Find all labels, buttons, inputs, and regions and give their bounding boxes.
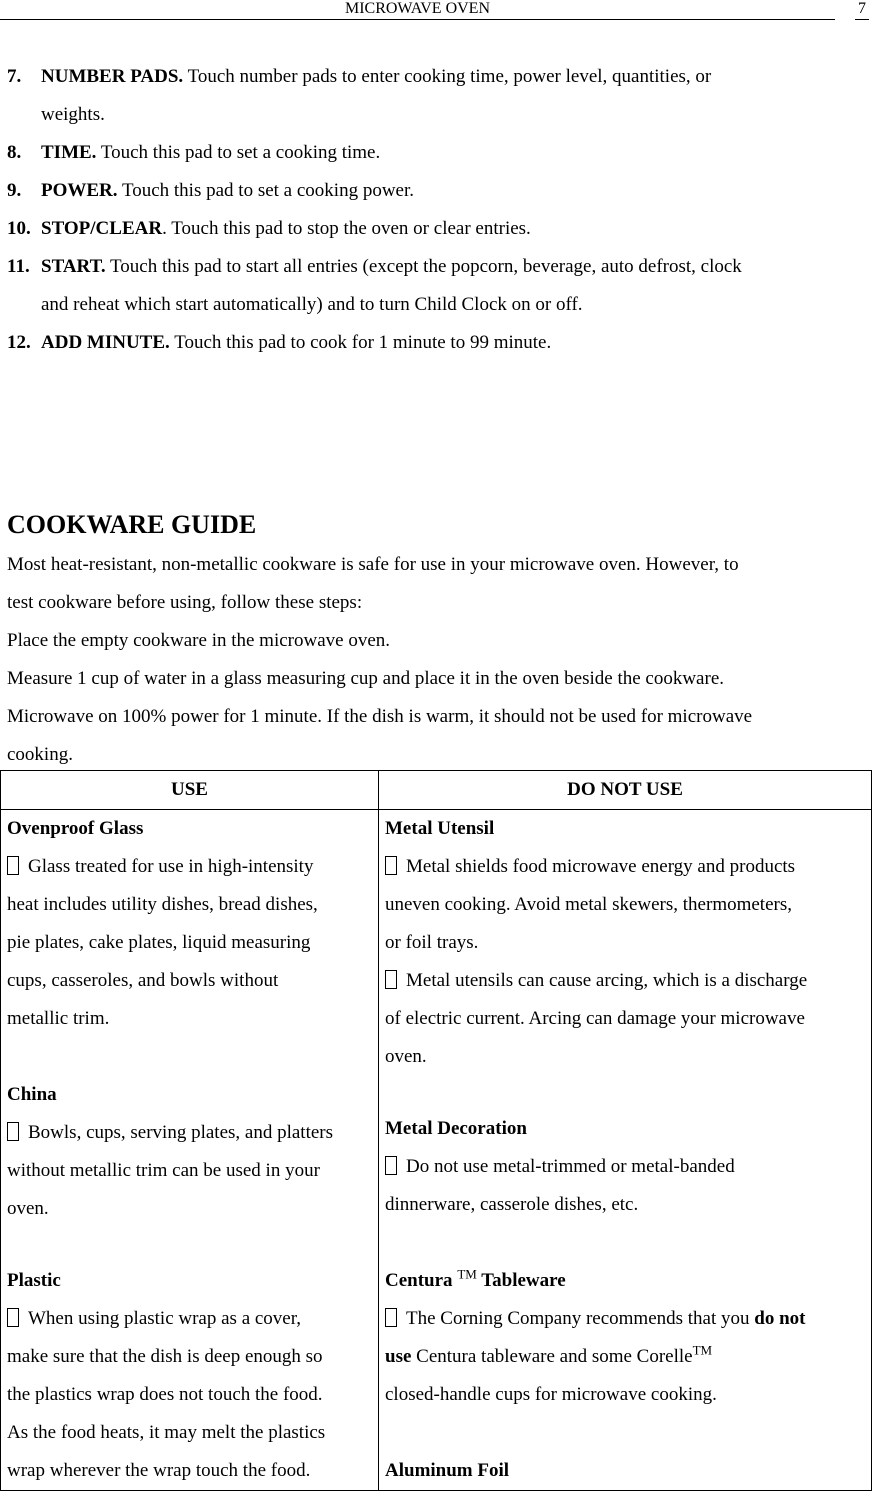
item-text xyxy=(41,96,105,134)
item-text xyxy=(41,134,380,172)
table-line xyxy=(7,1000,378,1038)
item-text xyxy=(41,172,414,210)
table-line xyxy=(7,1452,378,1490)
bold-text: do not xyxy=(754,1308,806,1329)
table-line xyxy=(385,924,871,962)
cookware-table xyxy=(0,770,872,1491)
item-number: 7. xyxy=(7,66,22,87)
text: and reheat which start automatically) and to turn Child Clock on or off. xyxy=(41,294,583,315)
bold-text: Tableware xyxy=(476,1270,566,1291)
text: pie plates, cake plates, liquid measuring xyxy=(7,932,311,953)
table-line xyxy=(385,1038,871,1076)
bold-text: China xyxy=(7,1084,57,1105)
bold-text: Plastic xyxy=(7,1270,61,1291)
text: uneven cooking. Avoid metal skewers, thermometers, xyxy=(385,894,792,915)
text: of electric current. Arcing can damage your microwave xyxy=(385,1008,805,1029)
item-number: 12. xyxy=(7,332,31,353)
bold-text: Ovenproof Glass xyxy=(7,818,144,839)
table-line xyxy=(385,848,871,886)
bullet-icon xyxy=(7,856,19,875)
column-header-do-not-use: DO NOT USE xyxy=(379,771,872,810)
running-header xyxy=(0,0,835,20)
table-line xyxy=(7,1300,378,1338)
text: As the food heats, it may melt the plastics xyxy=(7,1422,326,1443)
table-line xyxy=(385,1338,871,1376)
table-line xyxy=(385,1186,871,1224)
text: Metal utensils can cause arcing, which is a discharge xyxy=(406,970,808,991)
text: Metal shields food microwave energy and products xyxy=(406,856,796,877)
section-title: COOKWARE GUIDE xyxy=(7,510,257,539)
table-line xyxy=(385,1224,871,1262)
table-line xyxy=(7,1038,378,1076)
table-line xyxy=(385,1376,871,1414)
table-line xyxy=(385,1414,871,1452)
table-line xyxy=(385,1110,871,1148)
bullet-icon xyxy=(7,1308,19,1327)
text: Touch this pad to start all entries (except the popcorn, beverage, auto defrost, clock xyxy=(105,256,742,277)
text: Centura tableware and some Corelle xyxy=(411,1346,693,1367)
bold-text: Metal Utensil xyxy=(385,818,495,839)
bold-text: START. xyxy=(41,256,106,277)
text: When using plastic wrap as a cover, xyxy=(28,1308,302,1329)
do-not-use-column xyxy=(379,810,872,1491)
table-line xyxy=(7,1152,378,1190)
bold-text: Centura xyxy=(385,1270,458,1291)
item-number: 10. xyxy=(7,218,31,239)
bold-text: Aluminum Foil xyxy=(385,1460,510,1481)
table-line xyxy=(7,962,378,1000)
bullet-icon xyxy=(385,1308,397,1327)
text: Do not use metal-trimmed or metal-banded xyxy=(406,1156,735,1177)
header-title: MICROWAVE OVEN xyxy=(344,0,491,17)
bold-text: POWER. xyxy=(41,180,118,201)
item-number: 9. xyxy=(7,180,22,201)
text: Touch this pad to cook for 1 minute to 99 minute. xyxy=(169,332,552,353)
table-line xyxy=(7,1190,378,1228)
table-line xyxy=(7,1076,378,1114)
page-number: 7 xyxy=(855,0,869,20)
table-line xyxy=(7,1114,378,1152)
text: oven. xyxy=(385,1046,427,1067)
text: Glass treated for use in high-intensity xyxy=(28,856,314,877)
bold-text: use xyxy=(385,1346,412,1367)
text: wrap wherever the wrap touch the food. xyxy=(7,1460,311,1481)
text: The Corning Company recommends that you xyxy=(406,1308,755,1329)
bullet-icon xyxy=(385,970,397,989)
item-text xyxy=(41,286,583,324)
item-text xyxy=(41,324,551,362)
text: Touch number pads to enter cooking time, power level, quantities, or xyxy=(183,66,712,87)
text: weights. xyxy=(41,104,105,125)
table-line xyxy=(7,810,378,848)
bullet-icon xyxy=(385,856,397,875)
paragraph-line: Measure 1 cup of water in a glass measuring cup and place it in the oven beside the cookware. xyxy=(7,668,724,689)
text: . Touch this pad to stop the oven or clear entries. xyxy=(162,218,531,239)
text: Touch this pad to set a cooking time. xyxy=(96,142,381,163)
text: dinnerware, casserole dishes, etc. xyxy=(385,1194,639,1215)
table-line xyxy=(385,962,871,1000)
table-line xyxy=(7,924,378,962)
table-line xyxy=(385,810,871,848)
text: metallic trim. xyxy=(7,1008,110,1029)
table-line xyxy=(7,886,378,924)
bold-text: STOP/CLEAR xyxy=(41,218,163,239)
cookware-intro xyxy=(7,546,752,774)
item-number: 11. xyxy=(7,256,30,277)
item-number: 8. xyxy=(7,142,22,163)
text: TM xyxy=(692,1342,713,1358)
table-line xyxy=(385,1300,871,1338)
bold-text: TIME. xyxy=(41,142,97,163)
paragraph-line: Microwave on 100% power for 1 minute. If the dish is warm, it should not be used for microwave xyxy=(7,706,753,727)
text: Touch this pad to set a cooking power. xyxy=(117,180,414,201)
table-line xyxy=(385,886,871,924)
paragraph-line: test cookware before using, follow these steps: xyxy=(7,592,363,613)
text: make sure that the dish is deep enough so xyxy=(7,1346,323,1367)
item-text xyxy=(41,248,742,286)
text: without metallic trim can be used in your xyxy=(7,1160,320,1181)
text: closed-handle cups for microwave cooking. xyxy=(385,1384,717,1405)
text: the plastics wrap does not touch the food. xyxy=(7,1384,323,1405)
bold-text: TM xyxy=(457,1266,477,1282)
bold-text: NUMBER PADS. xyxy=(41,66,184,87)
paragraph-line: Place the empty cookware in the microwave oven. xyxy=(7,630,391,651)
table-line xyxy=(385,1452,871,1490)
bold-text: Metal Decoration xyxy=(385,1118,527,1139)
item-text xyxy=(41,58,711,96)
table-line xyxy=(385,1076,871,1110)
bold-text: ADD MINUTE. xyxy=(41,332,170,353)
item-text xyxy=(41,210,531,248)
text: cups, casseroles, and bowls without xyxy=(7,970,279,991)
bullet-icon xyxy=(7,1122,19,1141)
table-line xyxy=(385,1000,871,1038)
table-line xyxy=(7,848,378,886)
table-line xyxy=(7,1338,378,1376)
table-line xyxy=(7,1376,378,1414)
table-line xyxy=(7,1228,378,1262)
table-line xyxy=(385,1148,871,1186)
use-column xyxy=(1,810,379,1491)
text: or foil trays. xyxy=(385,932,479,953)
table-line xyxy=(7,1414,378,1452)
text: heat includes utility dishes, bread dishes, xyxy=(7,894,318,915)
text: oven. xyxy=(7,1198,49,1219)
text: Bowls, cups, serving plates, and platters xyxy=(28,1122,334,1143)
paragraph-line: Most heat-resistant, non-metallic cookware is safe for use in your microwave oven. However, to xyxy=(7,554,739,575)
table-line xyxy=(7,1262,378,1300)
bullet-icon xyxy=(385,1156,397,1175)
column-header-use: USE xyxy=(1,771,379,810)
table-line xyxy=(385,1262,871,1300)
paragraph-line: cooking. xyxy=(7,744,73,765)
